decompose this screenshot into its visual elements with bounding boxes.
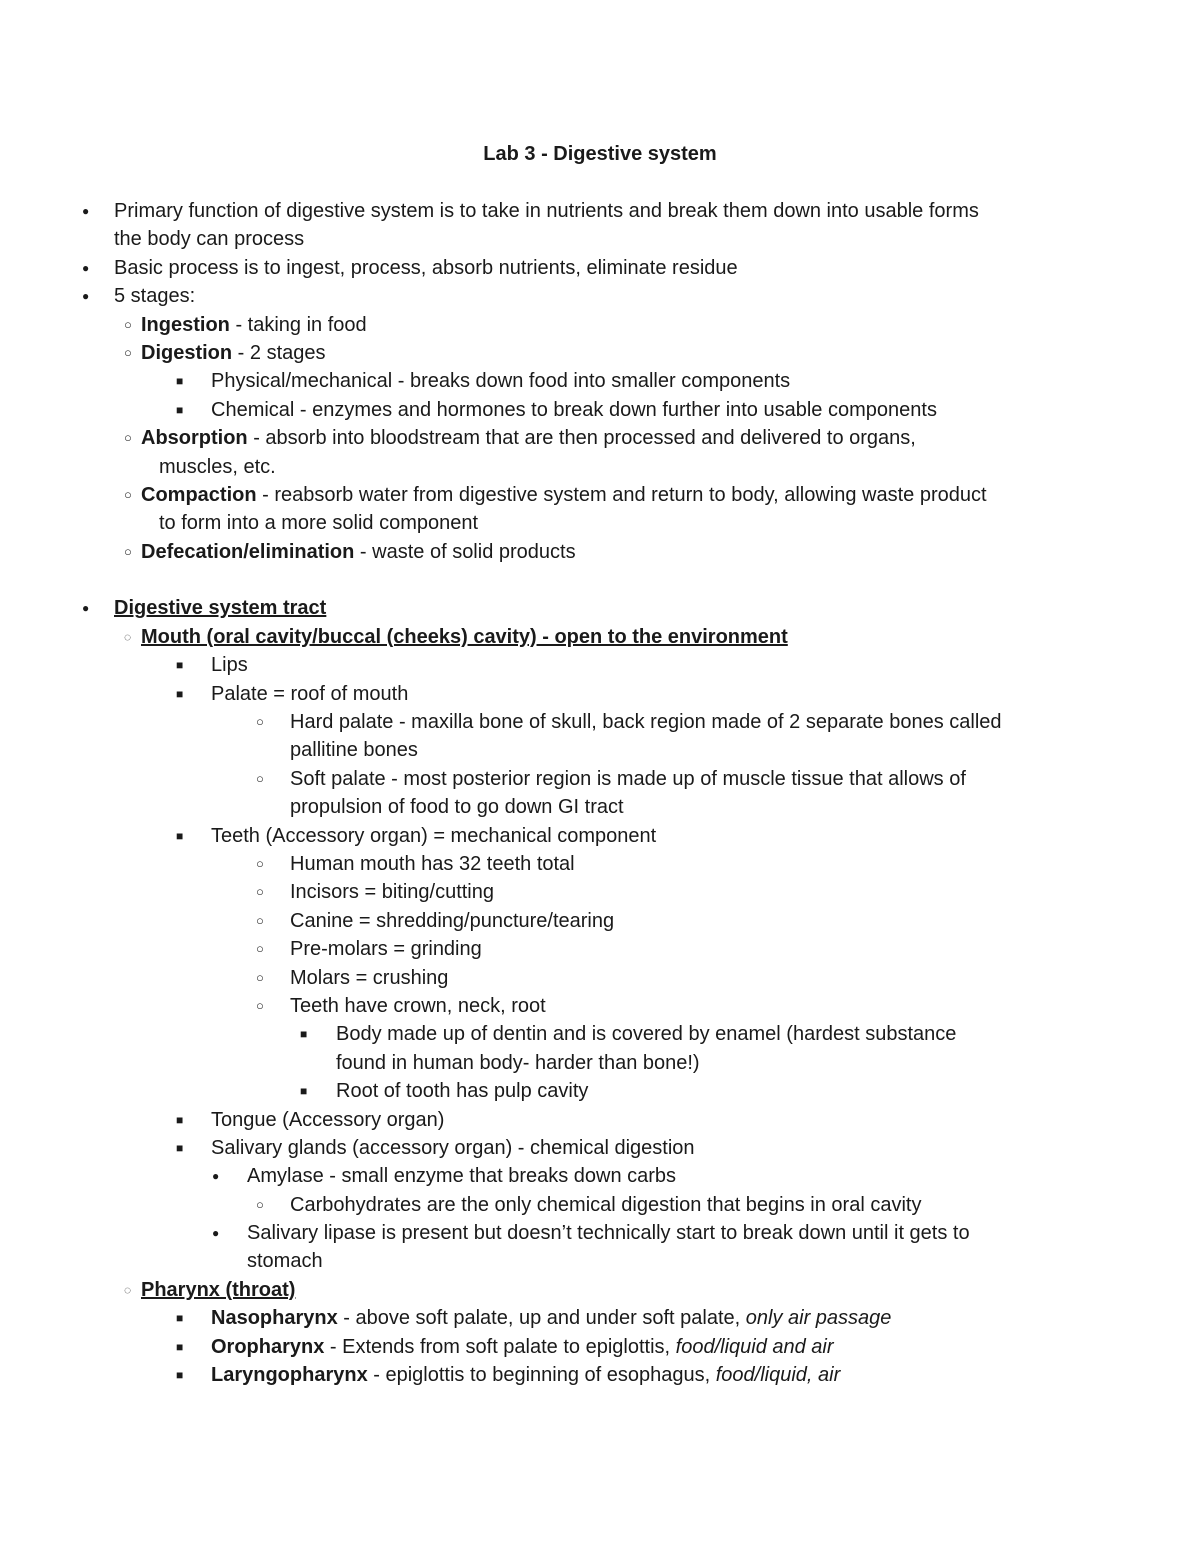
list-item-text bbox=[290, 992, 546, 1020]
list-item-text bbox=[211, 822, 656, 850]
list-item bbox=[0, 992, 1200, 1020]
text-segment: propulsion of food to go down GI tract bbox=[290, 796, 624, 819]
list-item bbox=[0, 1162, 1200, 1190]
list-item-text bbox=[141, 1276, 295, 1304]
emphasis-text: food/liquid and air bbox=[675, 1335, 834, 1358]
text-segment: Pre-molars = grinding bbox=[290, 938, 482, 961]
list-item bbox=[0, 822, 1200, 850]
term-label: Laryngopharynx bbox=[211, 1364, 368, 1387]
list-item bbox=[0, 736, 1200, 764]
square-bullet-icon: ■ bbox=[176, 686, 184, 701]
dotted-circle-bullet-icon: ◌ bbox=[124, 1282, 132, 1297]
list-item-text bbox=[141, 481, 987, 509]
list-item-text bbox=[290, 935, 482, 963]
circle-bullet-icon: ○ bbox=[256, 714, 264, 730]
text-segment: Molars = crushing bbox=[290, 966, 449, 989]
list-item bbox=[0, 708, 1200, 736]
text-segment: Salivary glands (accessory organ) - chemical digestion bbox=[211, 1136, 695, 1159]
square-bullet-icon: ■ bbox=[176, 658, 184, 673]
list-item bbox=[0, 254, 1200, 282]
term-label: Defecation/elimination bbox=[141, 540, 355, 563]
square-bullet-icon: ■ bbox=[176, 1140, 184, 1155]
term-label: Nasopharynx bbox=[211, 1307, 338, 1330]
list-item bbox=[0, 1219, 1200, 1247]
list-item-text bbox=[159, 453, 276, 481]
list-item bbox=[0, 339, 1200, 367]
list-item bbox=[0, 878, 1200, 906]
list-item-text bbox=[211, 1361, 840, 1389]
list-item-text bbox=[114, 254, 738, 282]
text-segment: 5 stages: bbox=[114, 285, 196, 308]
circle-bullet-icon: ○ bbox=[256, 1196, 264, 1212]
circle-bullet-icon: ○ bbox=[256, 770, 264, 786]
list-item-text bbox=[159, 509, 478, 537]
list-item bbox=[0, 1191, 1200, 1219]
list-item-text bbox=[141, 424, 916, 452]
list-item bbox=[0, 1049, 1200, 1077]
list-item bbox=[0, 424, 1200, 452]
list-item bbox=[0, 481, 1200, 509]
list-item-text bbox=[290, 708, 1002, 736]
list-item bbox=[0, 964, 1200, 992]
text-segment: Teeth have crown, neck, root bbox=[290, 994, 546, 1017]
text-segment: - absorb into bloodstream that are then processed and delivered to organs, bbox=[247, 427, 916, 450]
text-segment: the body can process bbox=[114, 228, 305, 251]
list-item bbox=[0, 311, 1200, 339]
text-segment: - reabsorb water from digestive system and return to body, allowing waste product bbox=[256, 483, 987, 506]
text-segment: Canine = shredding/puncture/tearing bbox=[290, 909, 615, 932]
square-bullet-icon: ■ bbox=[300, 1084, 308, 1099]
list-item-text bbox=[290, 878, 494, 906]
text-segment: Primary function of digestive system is to take in nutrients and break them down into usable forms bbox=[114, 200, 979, 222]
list-item-text bbox=[290, 964, 448, 992]
square-bullet-icon: ■ bbox=[176, 374, 184, 389]
list-item-text bbox=[141, 339, 326, 367]
text-segment: pallitine bones bbox=[290, 739, 418, 762]
list-item bbox=[0, 367, 1200, 395]
list-item-text bbox=[211, 1304, 891, 1332]
list-item bbox=[0, 651, 1200, 679]
list-item-text bbox=[114, 225, 304, 253]
text-segment: Chemical - enzymes and hormones to break down further into usable components bbox=[211, 398, 937, 421]
list-item-text bbox=[211, 651, 248, 679]
list-item-text bbox=[290, 736, 418, 764]
list-item-text bbox=[336, 1077, 588, 1105]
list-item-text bbox=[290, 765, 966, 793]
list-item bbox=[0, 907, 1200, 935]
section-heading: Mouth (oral cavity/buccal (cheeks) cavity) - open to the environment bbox=[141, 625, 788, 648]
list-item-text bbox=[247, 1247, 323, 1275]
text-segment: Palate = roof of mouth bbox=[211, 682, 409, 705]
dotted-circle-bullet-icon: ◌ bbox=[124, 629, 132, 644]
list-item bbox=[0, 1276, 1200, 1304]
list-item-text bbox=[290, 850, 575, 878]
bullet-icon: ● bbox=[82, 289, 90, 304]
text-segment: Human mouth has 32 teeth total bbox=[290, 852, 575, 875]
circle-bullet-icon: ○ bbox=[124, 430, 132, 446]
list-item-text bbox=[141, 311, 367, 339]
notes-list bbox=[0, 197, 1200, 1389]
list-item-text bbox=[336, 1020, 956, 1048]
text-segment: muscles, etc. bbox=[159, 455, 276, 478]
text-segment: - waste of solid products bbox=[354, 540, 576, 563]
list-item bbox=[0, 1304, 1200, 1332]
page-title: Lab 3 - Digestive system bbox=[483, 143, 717, 165]
list-item-text bbox=[141, 538, 576, 566]
list-item-text bbox=[211, 396, 937, 424]
circle-bullet-icon: ○ bbox=[124, 486, 132, 502]
text-segment: - epiglottis to beginning of esophagus, bbox=[367, 1364, 716, 1387]
text-segment: - taking in food bbox=[229, 313, 367, 336]
term-label: Ingestion bbox=[141, 313, 230, 336]
list-item bbox=[0, 765, 1200, 793]
list-item-text bbox=[114, 282, 195, 310]
square-bullet-icon: ■ bbox=[176, 1112, 184, 1127]
text-segment: - above soft palate, up and under soft palate, bbox=[337, 1307, 746, 1330]
list-item bbox=[0, 282, 1200, 310]
circle-bullet-icon: ○ bbox=[124, 543, 132, 559]
bullet-icon: ● bbox=[212, 1226, 220, 1241]
text-segment: stomach bbox=[247, 1250, 323, 1273]
list-item bbox=[0, 594, 1200, 622]
circle-bullet-icon: ○ bbox=[256, 884, 264, 900]
section-heading: Digestive system tract bbox=[114, 597, 327, 620]
list-item-text bbox=[114, 197, 979, 225]
list-item bbox=[0, 197, 1200, 225]
list-item bbox=[0, 1020, 1200, 1048]
list-item bbox=[0, 225, 1200, 253]
list-item bbox=[0, 509, 1200, 537]
list-item bbox=[0, 793, 1200, 821]
list-item bbox=[0, 680, 1200, 708]
list-item bbox=[0, 1106, 1200, 1134]
list-item-text bbox=[290, 1191, 921, 1219]
circle-bullet-icon: ○ bbox=[124, 316, 132, 332]
list-item-text bbox=[211, 1106, 444, 1134]
term-label: Oropharynx bbox=[211, 1335, 325, 1358]
text-segment: Salivary lipase is present but doesn’t technically start to break down until it gets to bbox=[247, 1222, 970, 1245]
square-bullet-icon: ■ bbox=[176, 828, 184, 843]
bullet-icon: ● bbox=[82, 601, 90, 616]
list-item-text bbox=[141, 623, 788, 651]
emphasis-text: food/liquid, air bbox=[715, 1364, 841, 1387]
list-item-text bbox=[211, 367, 790, 395]
text-segment: Teeth (Accessory organ) = mechanical component bbox=[211, 824, 657, 847]
list-item bbox=[0, 538, 1200, 566]
text-segment: Lips bbox=[211, 654, 248, 677]
bullet-icon: ● bbox=[212, 1169, 220, 1184]
square-bullet-icon: ■ bbox=[300, 1027, 308, 1042]
term-label: Digestion bbox=[141, 341, 233, 364]
list-item bbox=[0, 1247, 1200, 1275]
text-segment: Physical/mechanical - breaks down food into smaller components bbox=[211, 370, 791, 393]
bullet-icon: ● bbox=[82, 260, 90, 275]
text-segment: to form into a more solid component bbox=[159, 512, 479, 535]
list-item bbox=[0, 1361, 1200, 1389]
list-item bbox=[0, 1077, 1200, 1105]
list-item-text bbox=[211, 680, 408, 708]
list-item-text bbox=[211, 1134, 695, 1162]
emphasis-text: only air passage bbox=[745, 1307, 892, 1330]
list-item-text bbox=[247, 1162, 676, 1190]
square-bullet-icon: ■ bbox=[176, 1368, 184, 1383]
text-segment: Soft palate - most posterior region is made up of muscle tissue that allows of bbox=[290, 767, 966, 790]
list-item-text bbox=[290, 907, 614, 935]
text-segment: Amylase - small enzyme that breaks down carbs bbox=[247, 1165, 677, 1188]
text-segment: found in human body- harder than bone!) bbox=[336, 1051, 700, 1074]
section-heading: Pharynx (throat) bbox=[141, 1278, 296, 1301]
text-segment: Tongue (Accessory organ) bbox=[211, 1108, 445, 1131]
circle-bullet-icon: ○ bbox=[256, 941, 264, 957]
list-item bbox=[0, 453, 1200, 481]
circle-bullet-icon: ○ bbox=[256, 997, 264, 1013]
circle-bullet-icon: ○ bbox=[124, 344, 132, 360]
list-item bbox=[0, 850, 1200, 878]
text-segment: - 2 stages bbox=[232, 341, 326, 364]
list-item bbox=[0, 1134, 1200, 1162]
text-segment: Carbohydrates are the only chemical digestion that begins in oral cavity bbox=[290, 1193, 922, 1216]
circle-bullet-icon: ○ bbox=[256, 855, 264, 871]
square-bullet-icon: ■ bbox=[176, 1311, 184, 1326]
list-item-text bbox=[247, 1219, 970, 1247]
list-item bbox=[0, 1333, 1200, 1361]
text-segment: Incisors = biting/cutting bbox=[290, 881, 494, 904]
term-label: Absorption bbox=[141, 427, 248, 450]
square-bullet-icon: ■ bbox=[176, 402, 184, 417]
list-item-text bbox=[114, 594, 326, 622]
text-segment: Body made up of dentin and is covered by enamel (hardest substance bbox=[336, 1023, 957, 1046]
list-item bbox=[0, 935, 1200, 963]
list-item-text bbox=[211, 1333, 834, 1361]
circle-bullet-icon: ○ bbox=[256, 912, 264, 928]
bullet-icon: ● bbox=[82, 204, 90, 218]
blank-line bbox=[0, 566, 1200, 594]
list-item bbox=[0, 623, 1200, 651]
list-item-text bbox=[336, 1049, 700, 1077]
text-segment: Root of tooth has pulp cavity bbox=[336, 1080, 589, 1103]
text-segment: Basic process is to ingest, process, absorb nutrients, eliminate residue bbox=[114, 256, 738, 279]
square-bullet-icon: ■ bbox=[176, 1339, 184, 1354]
list-item bbox=[0, 396, 1200, 424]
term-label: Compaction bbox=[141, 483, 257, 506]
circle-bullet-icon: ○ bbox=[256, 969, 264, 985]
list-item-text bbox=[290, 793, 624, 821]
text-segment: - Extends from soft palate to epiglottis, bbox=[324, 1335, 676, 1358]
text-segment: Hard palate - maxilla bone of skull, back region made of 2 separate bones called bbox=[290, 711, 1002, 734]
